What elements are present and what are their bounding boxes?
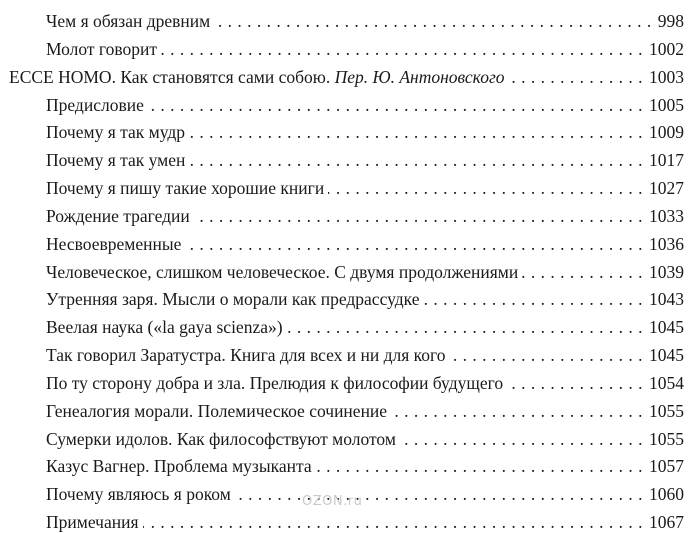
toc-entry [46,171,684,199]
toc-entry-title: Предисловие [46,95,144,115]
dot-leader [507,372,643,394]
dot-leader [522,261,643,283]
toc-entry-title: Почему я так умен [46,150,186,170]
toc-entry-title: Человеческое, слишком человеческое. С двумя продолжениями [46,262,519,282]
toc-entry-title: Так говорил Заратустра. Книга для всех и ни для кого [46,345,446,365]
dot-leader [194,205,643,227]
toc-entry-translator: Пер. Ю. Антоновского [334,67,505,87]
toc-entry [46,255,684,283]
toc-entry [46,143,684,171]
dot-leader [185,233,643,255]
toc-entry-page: 1027 [649,178,684,198]
toc-entry-title [9,66,509,88]
toc-entry [46,115,684,143]
toc-entry [46,338,684,366]
toc-entry-title: Рождение трагедии [46,206,190,226]
dot-leader [391,400,643,422]
toc-entry [46,4,684,32]
toc-entry-title: Примечания [46,512,139,532]
toc-entry-page: 1045 [649,317,684,337]
toc-entry-title: Почему я пишу такие хорошие книги [46,178,325,198]
dot-leader [189,149,643,171]
ozon-watermark: OZON.ru [302,494,363,509]
toc-entry [46,477,684,505]
toc-entry-title: Чем я обязан древним [46,11,211,31]
toc-entry-page: 1017 [649,150,684,170]
toc-entry [46,366,684,394]
toc-entry-page: 1002 [649,39,684,59]
toc-entry-page: 998 [657,11,684,31]
toc-entry-page: 1055 [649,401,684,421]
toc-entry-title-main: ECCE HOMO. Как становятся сами собою. [9,67,331,87]
dot-leader [235,483,643,505]
dot-leader [143,511,643,533]
toc-entry [46,394,684,422]
dot-leader [400,428,643,450]
toc-entry [46,282,684,310]
toc-entry-title: Почему являюсь я роком [46,484,231,504]
toc-entry [46,88,684,116]
dot-leader [189,121,643,143]
toc-entry [46,310,684,338]
toc-entry-page: 1033 [649,206,684,226]
toc-entry-page: 1067 [649,512,684,532]
toc-entry-page: 1057 [649,456,684,476]
toc-entry-title: Сумерки идолов. Как философствуют молотом [46,429,396,449]
toc-entry-title: Веелая наука («la gaya scienza») [46,317,283,337]
toc-entry-title: Генеалогия морали. Полемическое сочинение [46,401,388,421]
toc-entry [46,227,684,255]
toc-entry-page: 1043 [649,289,684,309]
toc-entry-page: 1039 [649,262,684,282]
dot-leader [450,344,643,366]
toc-entry [46,32,684,60]
toc-entry-page: 1005 [649,95,684,115]
toc-entry [46,199,684,227]
toc-entry [46,422,684,450]
toc-entry-page: 1060 [649,484,684,504]
toc-entry [46,505,684,533]
toc-entry-page: 1009 [649,122,684,142]
toc-entry-page: 1054 [649,373,684,393]
toc-entry-page: 1003 [649,67,684,87]
toc-entry-page: 1045 [649,345,684,365]
toc-entry [9,60,684,88]
dot-leader [316,455,643,477]
toc-entry-title: Казус Вагнер. Проблема музыканта [46,456,312,476]
toc-entry [46,449,684,477]
dot-leader [287,316,643,338]
toc-entry-page: 1036 [649,234,684,254]
toc-entry-title: По ту сторону добра и зла. Прелюдия к философии будущего [46,373,504,393]
dot-leader [424,288,644,310]
dot-leader [161,38,643,60]
dot-leader [148,94,643,116]
toc-entry-title: Несвоевременные [46,234,182,254]
dot-leader [509,66,643,88]
dot-leader [328,177,643,199]
toc-entry-title: Почему я так мудр [46,122,186,142]
dot-leader [214,10,652,32]
toc-entry-title: Молот говорит [46,39,158,59]
toc-entry-page: 1055 [649,429,684,449]
toc-entry-title: Утренняя заря. Мысли о морали как предрассудке [46,289,420,309]
